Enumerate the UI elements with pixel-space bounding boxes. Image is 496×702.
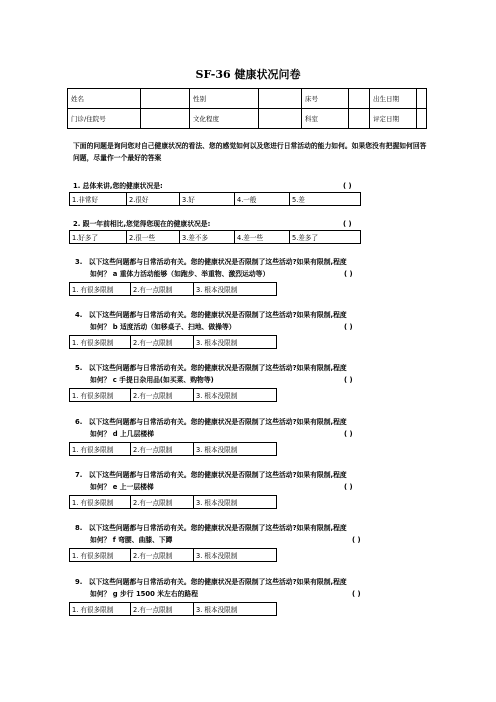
question-1 xyxy=(73,180,373,192)
option-some-limits[interactable]: 2.有一点限制 xyxy=(131,603,194,616)
rating-date-value[interactable] xyxy=(417,109,427,129)
birth-label: 出生日期 xyxy=(370,89,417,109)
question-answer[interactable]: ( ) xyxy=(344,376,353,384)
question-detail: 如何？ a 重体力活动能够（如跑步、举重物、激烈运动等） xyxy=(90,270,270,278)
question-number: 6. xyxy=(75,418,83,426)
option-some-limits[interactable]: 2.有一点限制 xyxy=(131,549,194,562)
name-label: 姓名 xyxy=(68,89,141,109)
option-no-limits[interactable]: 3. 根本没限制 xyxy=(194,443,277,456)
option-no-limits[interactable]: 3. 根本没限制 xyxy=(194,389,277,402)
question-2-answer[interactable]: ( ) xyxy=(343,220,352,228)
department-value[interactable] xyxy=(349,109,370,129)
option-no-limits[interactable]: 3. 根本没限制 xyxy=(194,549,277,562)
q1-option-2[interactable]: 2.很好 xyxy=(127,193,180,206)
gender-value[interactable] xyxy=(259,89,302,109)
question-number: 4. xyxy=(75,311,83,319)
option-some-limits[interactable]: 2.有一点限制 xyxy=(131,389,194,402)
q2-option-3[interactable]: 3.差不多 xyxy=(180,231,235,244)
question-answer[interactable]: ( ) xyxy=(344,323,353,331)
activity-options xyxy=(69,282,277,296)
education-value[interactable] xyxy=(259,109,302,129)
info-table xyxy=(67,88,427,129)
option-many-limits[interactable]: 1. 有很多限制 xyxy=(70,443,131,456)
q1-option-5[interactable]: 5.差 xyxy=(290,193,361,206)
q1-option-4[interactable]: 4.一般 xyxy=(235,193,290,206)
q1-option-3[interactable]: 3.好 xyxy=(180,193,235,206)
q2-option-5[interactable]: 5.差多了 xyxy=(290,231,361,244)
bed-value[interactable] xyxy=(349,89,370,109)
option-some-limits[interactable]: 2.有一点限制 xyxy=(131,496,194,509)
gender-label: 性别 xyxy=(190,89,259,109)
activity-options xyxy=(69,602,277,616)
bed-label: 床号 xyxy=(302,89,349,109)
question-answer[interactable]: ( ) xyxy=(344,430,353,438)
name-value[interactable] xyxy=(141,89,190,109)
rating-date-label: 评定日期 xyxy=(370,109,417,129)
question-answer[interactable]: ( ) xyxy=(344,483,353,491)
intro-text: 下面的问题是询问您对自己健康状况的看法、您的感觉如何以及您进行日常活动的能力如何。如果您没有把握如何回答问题，尽量作一个最好的答案 xyxy=(73,142,427,162)
question-answer[interactable]: ( ) xyxy=(352,590,361,598)
question-detail: 如何？ b 适度活动（如移桌子、扫地、做操等） xyxy=(90,323,236,331)
question-stem: 以下这些问题都与日常活动有关。您的健康状况是否限制了这些活动?如果有限制,程度 xyxy=(88,418,347,426)
question-1-text: 1. 总体来讲,您的健康状况是: xyxy=(73,182,163,190)
question-number: 9. xyxy=(75,578,83,586)
option-no-limits[interactable]: 3. 根本没限制 xyxy=(194,283,277,296)
option-many-limits[interactable]: 1. 有很多限制 xyxy=(70,496,131,509)
department-label: 科室 xyxy=(302,109,349,129)
option-some-limits[interactable]: 2.有一点限制 xyxy=(131,336,194,349)
question-stem: 以下这些问题都与日常活动有关。您的健康状况是否限制了这些活动?如果有限制,程度 xyxy=(88,578,347,586)
q2-option-4[interactable]: 4.差一些 xyxy=(235,231,290,244)
question-detail: 如何？ f 弯腰、曲膝、下蹲 xyxy=(90,536,173,544)
option-many-limits[interactable]: 1. 有很多限制 xyxy=(70,283,131,296)
question-stem: 以下这些问题都与日常活动有关。您的健康状况是否限制了这些活动?如果有限制,程度 xyxy=(88,311,347,319)
activity-options xyxy=(69,548,277,562)
question-number: 7. xyxy=(75,471,83,479)
birth-value[interactable] xyxy=(417,89,427,109)
question-detail: 如何？ d 上几层楼梯 xyxy=(90,430,154,438)
question-stem: 以下这些问题都与日常活动有关。您的健康状况是否限制了这些活动?如果有限制,程度 xyxy=(88,364,347,372)
question-number: 3. xyxy=(75,258,83,266)
activity-options xyxy=(69,335,277,349)
question-detail: 如何？ g 步行 1500 米左右的路程 xyxy=(90,590,199,598)
option-some-limits[interactable]: 2.有一点限制 xyxy=(131,443,194,456)
option-many-limits[interactable]: 1. 有很多限制 xyxy=(70,389,131,402)
clinic-id-value[interactable] xyxy=(141,109,190,129)
clinic-id-label: 门诊/住院号 xyxy=(68,109,141,129)
question-number: 5. xyxy=(75,364,83,372)
page-title: SF-36 健康状况问卷 xyxy=(195,68,301,81)
question-stem: 以下这些问题都与日常活动有关。您的健康状况是否限制了这些活动?如果有限制,程度 xyxy=(88,258,347,266)
activity-options xyxy=(69,495,277,509)
education-label: 文化程度 xyxy=(190,109,259,129)
activity-options xyxy=(69,388,277,402)
option-many-limits[interactable]: 1. 有很多限制 xyxy=(70,336,131,349)
question-answer[interactable]: ( ) xyxy=(352,536,361,544)
activity-options xyxy=(69,442,277,456)
question-1-answer[interactable]: ( ) xyxy=(343,182,352,190)
option-many-limits[interactable]: 1. 有很多限制 xyxy=(70,603,131,616)
question-2-text: 2. 跟一年前相比,您觉得您现在的健康状况是: xyxy=(73,220,211,228)
q2-option-1[interactable]: 1.好多了 xyxy=(70,231,127,244)
option-some-limits[interactable]: 2.有一点限制 xyxy=(131,283,194,296)
option-many-limits[interactable]: 1. 有很多限制 xyxy=(70,549,131,562)
option-no-limits[interactable]: 3. 根本没限制 xyxy=(194,496,277,509)
q1-option-1[interactable]: 1.非常好 xyxy=(70,193,127,206)
question-stem: 以下这些问题都与日常活动有关。您的健康状况是否限制了这些活动?如果有限制,程度 xyxy=(88,471,347,479)
question-1-options xyxy=(69,192,361,206)
option-no-limits[interactable]: 3. 根本没限制 xyxy=(194,603,277,616)
question-stem: 以下这些问题都与日常活动有关。您的健康状况是否限制了这些活动?如果有限制,程度 xyxy=(88,524,347,532)
question-detail: 如何？ c 手提日杂用品(如买菜、购物等) xyxy=(90,376,214,384)
question-2-options xyxy=(69,230,361,244)
option-no-limits[interactable]: 3. 根本没限制 xyxy=(194,336,277,349)
question-number: 8. xyxy=(75,524,83,532)
question-2 xyxy=(73,218,373,230)
question-answer[interactable]: ( ) xyxy=(344,270,353,278)
q2-option-2[interactable]: 2.很一些 xyxy=(127,231,180,244)
question-detail: 如何？ e 上一层楼梯 xyxy=(90,483,154,491)
